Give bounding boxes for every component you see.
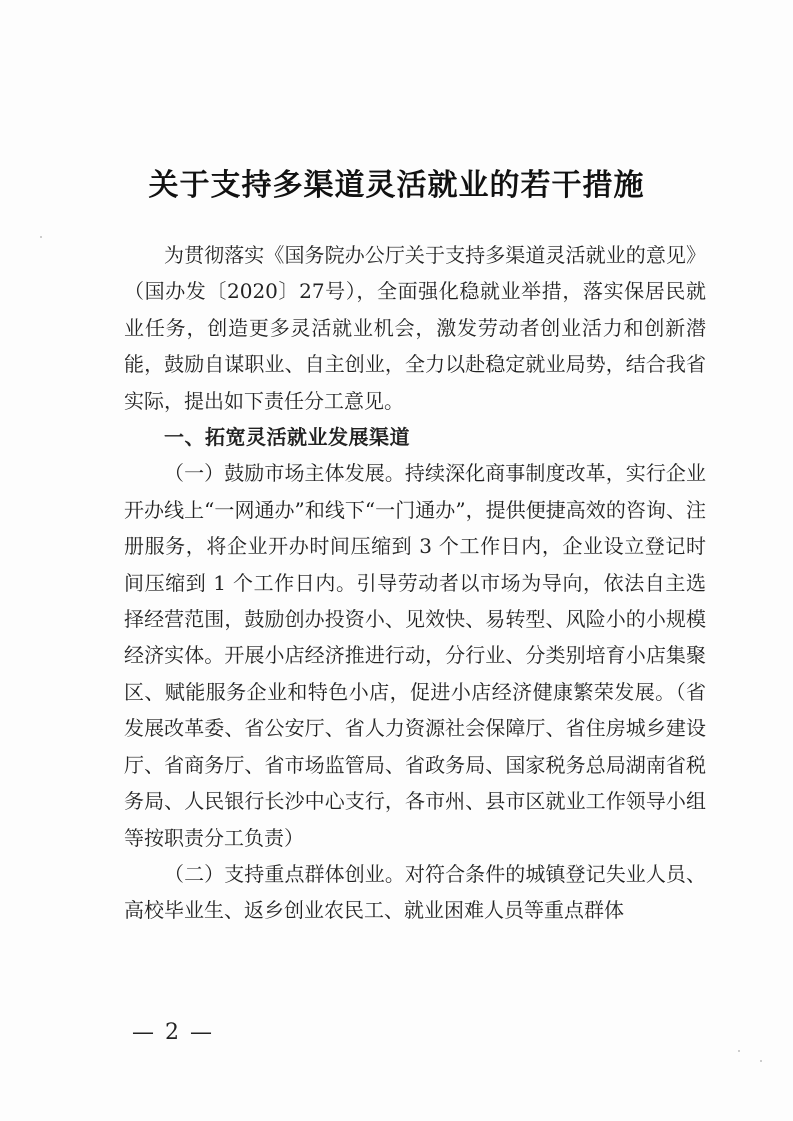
paragraph-item-2: （二）支持重点群体创业。对符合条件的城镇登记失业人员、高校毕业生、返乡创业农民工、就业困难人员等重点群体 — [124, 861, 706, 923]
intro-paragraph: 为贯彻落实《国务院办公厅关于支持多渠道灵活就业的意见》（国办发〔2020〕27号），全面强化稳就业举措，落实保居民就业任务，创造更多灵活就业机会，激发劳动者创业活力和创新潜能，鼓励自谋职业、自主创业，全力以赴稳定就业局势，结合我省实际，提出如下责任分工意见。 — [124, 243, 706, 413]
document-title: 关于支持多渠道灵活就业的若干措施 — [148, 168, 645, 203]
section-heading-1: 一、拓宽灵活就业发展渠道 — [164, 425, 410, 450]
scan-speck — [738, 1050, 740, 1052]
page-number: — 2 — — [132, 1020, 214, 1045]
document-body — [124, 237, 706, 929]
paragraph-item-1: （一）鼓励市场主体发展。持续深化商事制度改革，实行企业开办线上“一网通办”和线下“一门通办”，提供便捷高效的咨询、注册服务，将企业开办时间压缩到 3 个工作日内，企业设立登记时间压缩到 1 个工作日内。引导劳动者以市场为导向，依法自主选择经营范围，鼓励创办投资小、见效快、易转型、风险小的小规模经济实体。开展小店经济推进行动，分行业、分类别培育小店集聚区、赋能服务企业和特色小店，促进小店经济健康繁荣发展。（省发展改革委、省公安厅、省人力资源社会保障厅、省住房城乡建设厅、省商务厅、省市场监管局、省政务局、国家税务总局湖南省税务局、人民银行长沙中心支行，各市州、县市区就业工作领导小组等按职责分工负责） — [124, 461, 706, 850]
scan-speck — [760, 1060, 762, 1062]
scan-speck — [40, 236, 42, 238]
